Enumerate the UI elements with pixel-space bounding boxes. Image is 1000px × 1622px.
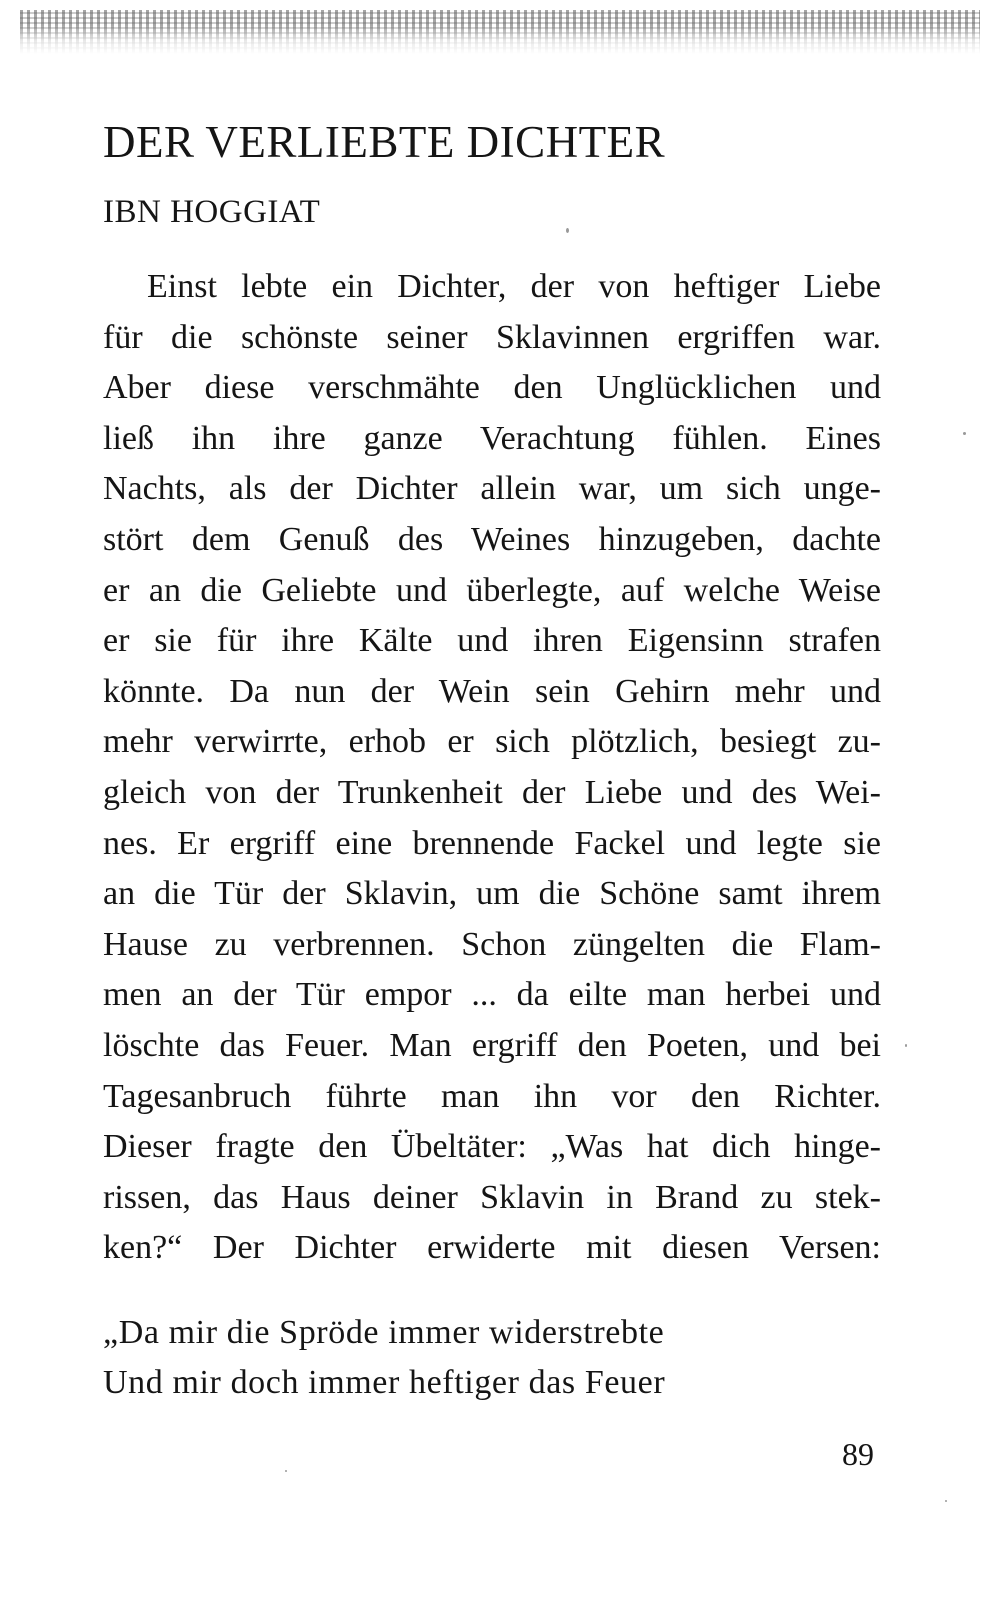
page-number: 89: [842, 1436, 874, 1472]
text-line: rissen, das Haus deiner Sklavin in Brand zu stek-: [103, 1178, 881, 1216]
text-line: könnte. Da nun der Wein sein Gehirn mehr und: [103, 672, 881, 710]
author-name: IBN HOGGIAT: [103, 194, 321, 230]
text-line: Einst lebte ein Dichter, der von heftiger Liebe: [147, 268, 881, 305]
scan-speck: [566, 228, 569, 233]
text-line: nes. Er ergriff eine brennende Fackel und legte sie: [103, 824, 881, 862]
text-line: ken?“ Der Dichter erwiderte mit diesen Versen:: [103, 1229, 881, 1267]
text-line: Aber diese verschmähte den Unglücklichen und: [103, 369, 881, 407]
verse-line: Und mir doch immer heftiger das Feuer: [103, 1364, 666, 1401]
chapter-title: DER VERLIEBTE DICHTER: [103, 117, 666, 167]
text-line: gleich von der Trunkenheit der Liebe und des Wei-: [103, 773, 881, 811]
text-line: er an die Geliebte und überlegte, auf welche Weise: [103, 571, 881, 609]
text-line: ließ ihn ihre ganze Verachtung fühlen. Eines: [103, 419, 881, 457]
text-line: für die schönste seiner Sklavinnen ergriffen war.: [103, 318, 881, 356]
text-line: Hause zu verbrennen. Schon züngelten die Flam-: [103, 925, 881, 963]
scan-edge-noise: [20, 10, 980, 54]
text-line: stört dem Genuß des Weines hinzugeben, dachte: [103, 520, 881, 558]
scan-speck: [905, 1044, 907, 1047]
text-line: löschte das Feuer. Man ergriff den Poeten, und bei: [103, 1026, 881, 1064]
text-line: Nachts, als der Dichter allein war, um sich unge-: [103, 470, 881, 508]
body-paragraph: [103, 262, 881, 1274]
text-line: an die Tür der Sklavin, um die Schöne samt ihrem: [103, 875, 881, 913]
text-line: Dieser fragte den Übeltäter: „Was hat dich hinge-: [103, 1128, 881, 1166]
verse-line: „Da mir die Spröde immer widerstrebte: [103, 1314, 665, 1351]
text-line: Tagesanbruch führte man ihn vor den Richter.: [103, 1077, 881, 1115]
scan-speck: [285, 1470, 287, 1472]
text-line: mehr verwirrte, erhob er sich plötzlich, besiegt zu-: [103, 723, 881, 761]
text-line: men an der Tür empor ... da eilte man herbei und: [103, 976, 881, 1014]
scan-speck: [963, 432, 966, 435]
text-line: er sie für ihre Kälte und ihren Eigensinn strafen: [103, 622, 881, 660]
scan-speck: [945, 1500, 947, 1502]
verse-block: [103, 1308, 665, 1408]
